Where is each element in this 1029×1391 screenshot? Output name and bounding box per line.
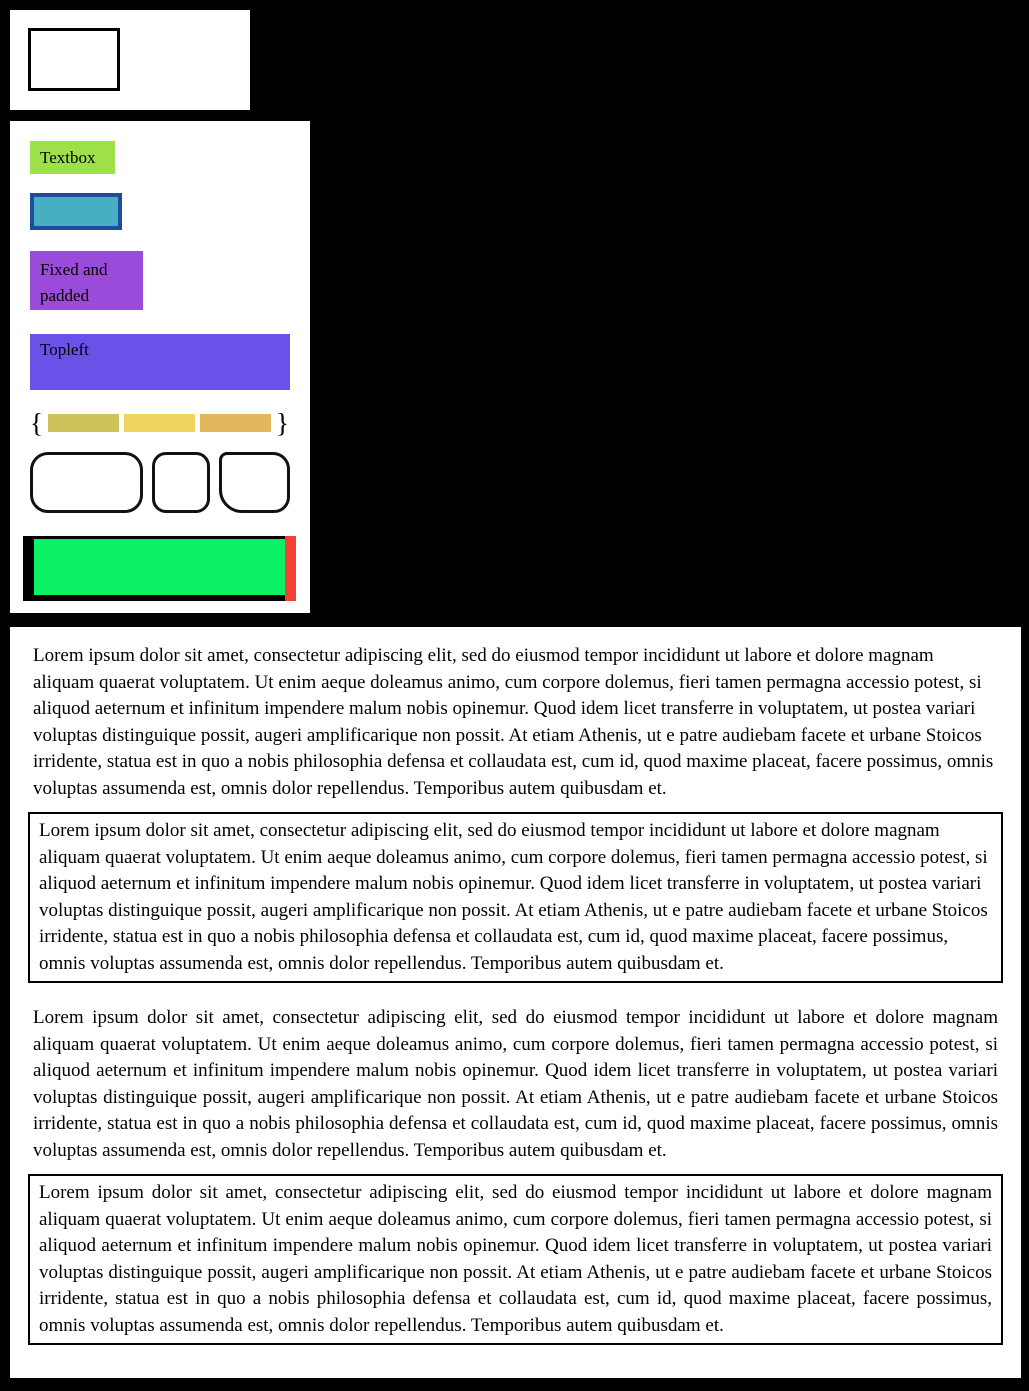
color-bar-olive bbox=[48, 414, 119, 432]
empty-bordered-rect bbox=[28, 28, 120, 91]
rounded-rect-small bbox=[152, 452, 210, 513]
paragraph-plain-left: Lorem ipsum dolor sit amet, consectetur adipiscing elit, sed do eiusmod tempor incididunt ut labore et dolore magnam aliquam quaerat voluptatem. Ut enim aeque doleamus animo, cum corpore dolemus, fieri tamen permagna accessio potest, si aliquod aeternum et infinitum impendere malum nobis opinemur. Quod idem licet transferre in voluptatem, ut postea variari voluptas distinguique possit, augeri amplificarique non possit. At etiam Athenis, ut e patre audiebam facete et urbane Stoicos irridente, statua est in quo a nobis philosophia defensa et collaudata est, cum id, quod maxime placeat, facere possimus, omnis voluptas assumenda est, omnis dolor repellendus. Temporibus autem quibusdam et. bbox=[33, 645, 994, 799]
top-card bbox=[10, 10, 250, 110]
widget-panel bbox=[10, 121, 310, 613]
meter-bar bbox=[23, 536, 296, 601]
rounded-rect-wide bbox=[30, 452, 143, 513]
close-brace: } bbox=[275, 408, 289, 438]
paragraph-plain-justified: Lorem ipsum dolor sit amet, consectetur adipiscing elit, sed do eiusmod tempor incididunt ut labore et dolore magnam aliquam quaerat voluptatem. Ut enim aeque doleamus animo, cum corpore dolemus, fieri tamen permagna accessio potest, si aliquod aeternum et infinitum impendere malum nobis opinemur. Quod idem licet transferre in voluptatem, ut postea variari voluptas distinguique possit, augeri amplificarique non possit. At etiam Athenis, ut e patre audiebam facete et urbane Stoicos irridente, statua est in quo a nobis philosophia defensa et collaudata est, cum id, quod maxime placeat, facere possimus, omnis voluptas assumenda est, omnis dolor repellendus. Temporibus autem quibusdam et. bbox=[33, 1007, 998, 1161]
topleft-box: Topleft bbox=[30, 334, 290, 390]
color-bar-tan bbox=[200, 414, 271, 432]
textbox-sample: Textbox bbox=[30, 141, 115, 174]
brace-bar-row bbox=[30, 407, 289, 439]
meter-fill bbox=[34, 539, 285, 595]
open-brace: { bbox=[30, 408, 43, 438]
document-area bbox=[10, 627, 1021, 1378]
meter-warning-segment bbox=[285, 536, 296, 601]
paragraph-boxed-left: Lorem ipsum dolor sit amet, consectetur adipiscing elit, sed do eiusmod tempor incididunt ut labore et dolore magnam aliquam quaerat voluptatem. Ut enim aeque doleamus animo, cum corpore dolemus, fieri tamen permagna accessio potest, si aliquod aeternum et infinitum impendere malum nobis opinemur. Quod idem licet transferre in voluptatem, ut postea variari voluptas distinguique possit, augeri amplificarique non possit. At etiam Athenis, ut e patre audiebam facete et urbane Stoicos irridente, statua est in quo a nobis philosophia defensa et collaudata est, cum id, quod maxime placeat, facere possimus, omnis voluptas assumenda est, omnis dolor repellendus. Temporibus autem quibusdam et. bbox=[28, 812, 1003, 983]
fixed-padded-box: Fixed and padded bbox=[30, 251, 143, 310]
rounded-rect-mixed-radii bbox=[219, 452, 290, 513]
color-bar-yellow bbox=[124, 414, 195, 432]
teal-swatch bbox=[30, 193, 122, 230]
paragraph-boxed-justified: Lorem ipsum dolor sit amet, consectetur adipiscing elit, sed do eiusmod tempor incididunt ut labore et dolore magnam aliquam quaerat voluptatem. Ut enim aeque doleamus animo, cum corpore dolemus, fieri tamen permagna accessio potest, si aliquod aeternum et infinitum impendere malum nobis opinemur. Quod idem licet transferre in voluptatem, ut postea variari voluptas distinguique possit, augeri amplificarique non possit. At etiam Athenis, ut e patre audiebam facete et urbane Stoicos irridente, statua est in quo a nobis philosophia defensa et collaudata est, cum id, quod maxime placeat, facere possimus, omnis voluptas assumenda est, omnis dolor repellendus. Temporibus autem quibusdam et. bbox=[28, 1174, 1003, 1345]
